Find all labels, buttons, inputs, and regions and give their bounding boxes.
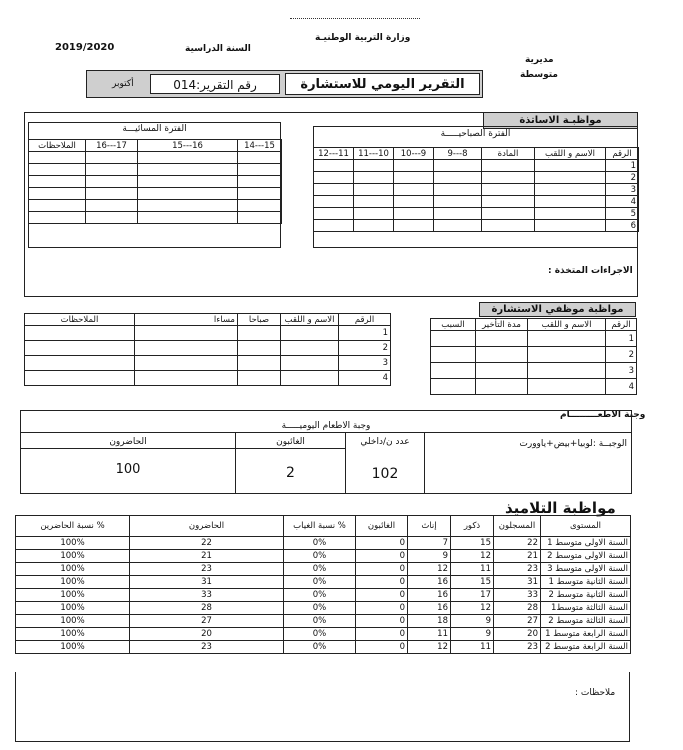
present-cell: 31: [130, 576, 284, 589]
directorate-label: مديرية: [525, 55, 554, 65]
registered-cell: 27: [494, 615, 541, 628]
table-row: [16, 628, 631, 641]
col-female: إناث: [408, 516, 451, 537]
teachers-morning-table: [313, 147, 639, 232]
present-label: الحاضرون: [109, 437, 147, 447]
level-cell: السنة الرابعة متوسط 2: [541, 641, 631, 654]
col-8-9: 8---9: [434, 148, 482, 160]
present-pct-cell: 100%: [16, 563, 130, 576]
col-9-10: 9---10: [394, 148, 434, 160]
col-name: الاسم و اللقب: [528, 319, 606, 331]
row-num: 3: [606, 363, 637, 379]
row-num: 3: [339, 356, 391, 371]
col-registered: المسجلون: [494, 516, 541, 537]
col-14-15: 14---15: [238, 140, 282, 152]
absent-divider: [236, 448, 345, 449]
level-cell: السنة الثالثة متوسط 2: [541, 615, 631, 628]
registered-cell: 23: [494, 641, 541, 654]
female-cell: 16: [408, 576, 451, 589]
present-pct-cell: 100%: [16, 537, 130, 550]
table-row: [16, 602, 631, 615]
male-cell: 11: [451, 641, 494, 654]
present-cell: 23: [130, 563, 284, 576]
staff-section-header: [479, 302, 636, 317]
male-cell: 15: [451, 576, 494, 589]
registered-cell: 22: [494, 537, 541, 550]
col-16-17: 16---17: [86, 140, 138, 152]
col-11-12: 11---12: [314, 148, 354, 160]
col-reason: السبب: [431, 319, 476, 331]
present-cell: 23: [130, 641, 284, 654]
absent-cell: [235, 432, 346, 494]
level-cell: السنة الاولى متوسط 3: [541, 563, 631, 576]
report-title: التقرير اليومي للاستشارة: [300, 77, 465, 92]
col-name: الاسم و اللقب: [535, 148, 606, 160]
present-cell: 33: [130, 589, 284, 602]
present-pct-cell: 100%: [16, 615, 130, 628]
table-row: [16, 550, 631, 563]
col-number: الرقم: [606, 319, 637, 331]
row-num: 6: [606, 220, 639, 232]
col-evening: مساءا: [135, 314, 238, 326]
absent-pct-cell: 0%: [284, 576, 356, 589]
notes-label: ملاحظات :: [575, 688, 616, 698]
table-row: [16, 641, 631, 654]
report-number: رقم التقرير:014: [173, 78, 257, 92]
female-cell: 16: [408, 589, 451, 602]
row-num: 4: [606, 379, 637, 395]
row-num: 2: [339, 341, 391, 356]
col-number: الرقم: [339, 314, 391, 326]
female-cell: 16: [408, 602, 451, 615]
col-15-16: 15---16: [138, 140, 238, 152]
row-num: 1: [606, 331, 637, 347]
level-cell: السنة الرابعة متوسط 1: [541, 628, 631, 641]
row-num: 2: [606, 347, 637, 363]
col-absent: الغائبون: [356, 516, 408, 537]
table-row: [16, 563, 631, 576]
academic-year: 2019/2020: [55, 42, 115, 53]
female-cell: 11: [408, 628, 451, 641]
header-divider: [290, 18, 420, 19]
staff-section-title: مواظبة موظفي الاستشارة: [491, 304, 624, 315]
row-num: 2: [606, 172, 639, 184]
meal-section-title: وجبة الاطعـــــــــام: [560, 410, 646, 420]
present-pct-cell: 100%: [16, 576, 130, 589]
present-cell: [20, 432, 236, 494]
col-name: الاسم و اللقب: [281, 314, 339, 326]
measures-label: الاجراءات المتخذة :: [548, 266, 633, 276]
male-cell: 12: [451, 550, 494, 563]
level-cell: السنة الاولى متوسط 2: [541, 550, 631, 563]
absent-pct-cell: 0%: [284, 628, 356, 641]
report-number-box: [150, 74, 280, 94]
school-label: متوسطة: [520, 70, 558, 80]
col-subject: المادة: [482, 148, 535, 160]
absent-pct-cell: 0%: [284, 641, 356, 654]
internal-label: عدد ن/داخلي: [360, 437, 410, 447]
registered-cell: 28: [494, 602, 541, 615]
col-male: ذكور: [451, 516, 494, 537]
male-cell: 11: [451, 563, 494, 576]
col-number: الرقم: [606, 148, 639, 160]
notes-frame: [15, 672, 630, 742]
row-num: 5: [606, 208, 639, 220]
male-cell: 9: [451, 628, 494, 641]
male-cell: 15: [451, 537, 494, 550]
absent-pct-cell: 0%: [284, 537, 356, 550]
table-row: [16, 615, 631, 628]
registered-cell: 33: [494, 589, 541, 602]
ministry-title: وزارة التربية الوطنيـة: [315, 33, 411, 43]
col-notes: الملاحظات: [29, 140, 86, 152]
absent-cell: 0: [356, 641, 408, 654]
report-month: أكتوبر: [112, 79, 134, 89]
col-delay: مدة التأخير: [476, 319, 528, 331]
absent-cell: 0: [356, 537, 408, 550]
teachers-section-title: مواظبـة الاساتذة: [519, 115, 602, 126]
table-row: [16, 537, 631, 550]
registered-cell: 20: [494, 628, 541, 641]
absent-value: 2: [286, 465, 295, 481]
students-table: [15, 515, 631, 654]
level-cell: السنة الثانية متوسط 2: [541, 589, 631, 602]
registered-cell: 31: [494, 576, 541, 589]
present-cell: 20: [130, 628, 284, 641]
teachers-evening-table: [28, 139, 282, 224]
present-cell: 22: [130, 537, 284, 550]
female-cell: 9: [408, 550, 451, 563]
title-box: [285, 73, 480, 95]
absent-cell: 0: [356, 550, 408, 563]
present-cell: 28: [130, 602, 284, 615]
absent-pct-cell: 0%: [284, 563, 356, 576]
internal-value: 102: [371, 466, 399, 482]
meal-item: الوجبــة :لوبيا+بيض+ياوورت: [519, 439, 627, 449]
female-cell: 12: [408, 563, 451, 576]
evening-title: الفترة المسائيـــة: [122, 124, 187, 134]
present-pct-cell: 100%: [16, 550, 130, 563]
present-cell: 21: [130, 550, 284, 563]
students-section-title: مواظبة التلاميذ: [505, 499, 616, 517]
registered-cell: 21: [494, 550, 541, 563]
level-cell: السنة الثانية متوسط 1: [541, 576, 631, 589]
internal-cell: [345, 432, 425, 494]
absent-pct-cell: 0%: [284, 589, 356, 602]
row-num: 4: [339, 371, 391, 386]
meal-item-cell: [424, 432, 632, 494]
row-num: 3: [606, 184, 639, 196]
male-cell: 9: [451, 615, 494, 628]
staff-table-right: [430, 318, 637, 395]
present-cell: 27: [130, 615, 284, 628]
absent-pct-cell: 0%: [284, 550, 356, 563]
present-value: 100: [115, 462, 141, 477]
col-notes: الملاحظات: [25, 314, 135, 326]
row-num: 1: [339, 326, 391, 341]
present-pct-cell: 100%: [16, 589, 130, 602]
meal-table-title: وجبة الاطعام اليوميـــــة: [281, 421, 371, 431]
col-absent-pct: نسبة الغياب %: [284, 516, 356, 537]
male-cell: 12: [451, 602, 494, 615]
row-num: 1: [606, 160, 639, 172]
table-row: [16, 589, 631, 602]
col-morning: صباحا: [238, 314, 281, 326]
col-present-pct: نسبة الحاضرين %: [16, 516, 130, 537]
male-cell: 17: [451, 589, 494, 602]
col-present: الحاضرون: [130, 516, 284, 537]
present-pct-cell: 100%: [16, 602, 130, 615]
academic-year-label: السنة الدراسية: [185, 44, 251, 54]
row-num: 4: [606, 196, 639, 208]
present-pct-cell: 100%: [16, 628, 130, 641]
absent-cell: 0: [356, 628, 408, 641]
absent-cell: 0: [356, 563, 408, 576]
present-pct-cell: 100%: [16, 641, 130, 654]
absent-pct-cell: 0%: [284, 602, 356, 615]
registered-cell: 23: [494, 563, 541, 576]
absent-cell: 0: [356, 589, 408, 602]
absent-label: الغائبون: [276, 437, 305, 447]
morning-title: الفترة الصباحيـــــة: [440, 129, 511, 139]
female-cell: 18: [408, 615, 451, 628]
level-cell: السنة الاولى متوسط 1: [541, 537, 631, 550]
col-10-11: 10---11: [354, 148, 394, 160]
absent-pct-cell: 0%: [284, 615, 356, 628]
absent-cell: 0: [356, 602, 408, 615]
present-divider: [21, 448, 235, 449]
female-cell: 7: [408, 537, 451, 550]
staff-table-left: [24, 313, 391, 386]
female-cell: 12: [408, 641, 451, 654]
absent-cell: 0: [356, 615, 408, 628]
table-row: [16, 576, 631, 589]
col-level: المستوى: [541, 516, 631, 537]
absent-cell: 0: [356, 576, 408, 589]
level-cell: السنة الثالثة متوسط1: [541, 602, 631, 615]
